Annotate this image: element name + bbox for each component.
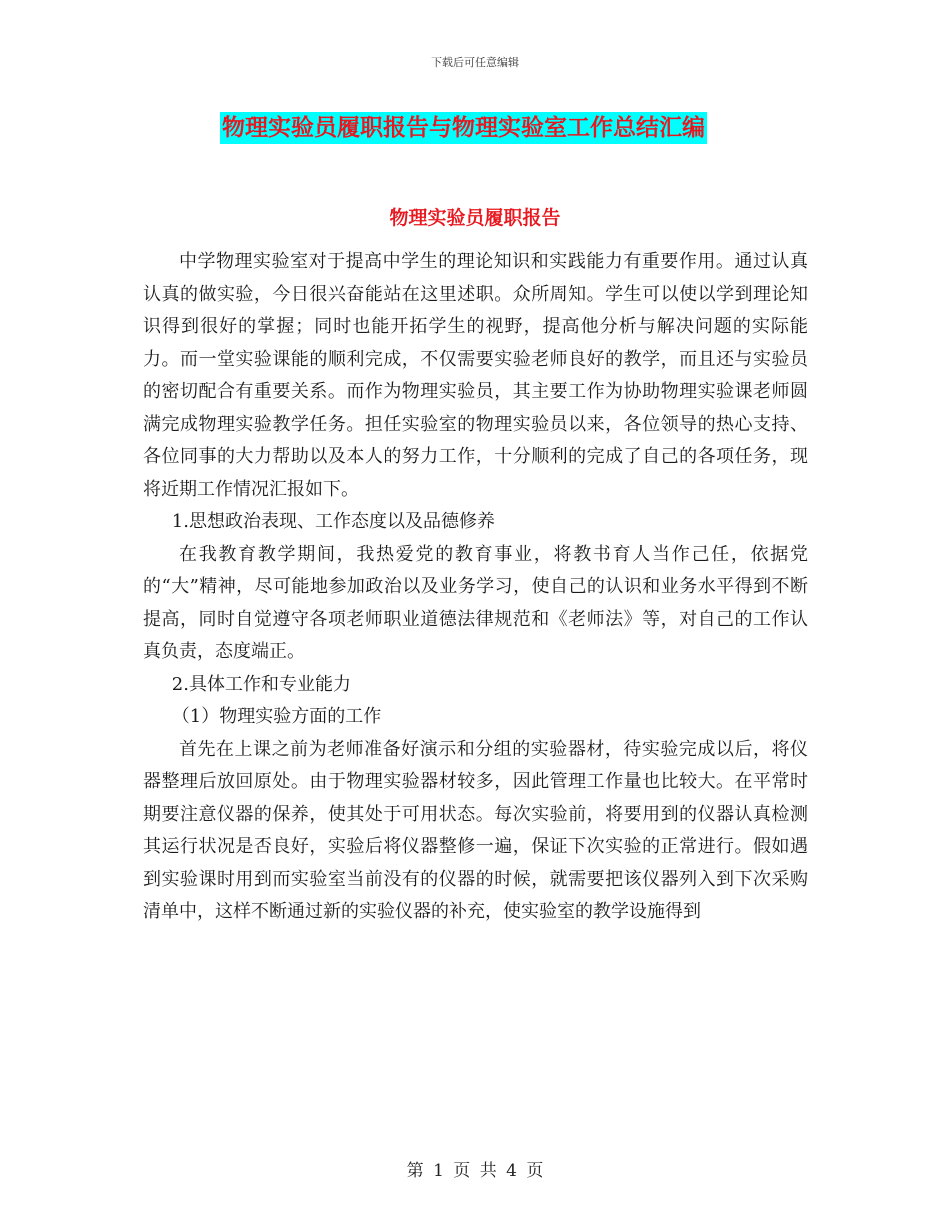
page-footer: 第 1 页 共 4 页 — [406, 1161, 544, 1181]
section-title: 物理实验员履职报告 — [389, 207, 561, 229]
heading-specific-work: 2.具体工作和专业能力 — [171, 673, 351, 695]
document-title: 物理实验员履职报告与物理实验室工作总结汇编 — [220, 112, 707, 144]
paragraph-experiment-work: 首先在上课之前为老师准备好演示和分组的实验器材，待实验完成以后，将仪器整理后放回原处。由于物理实验器材较多，因此管理工作量也比较大。在平常时期要注意仪器的保养，使其处于可用状态。每次实验前，将要用到的仪器认真检测其运行状况是否良好，实验后将仪器整修一遍，保证下次实验的正常进行。假如遇到实验课时用到而实验室当前没有的仪器的时候，就需要把该仪器列入到下次采购清单中，这样不断通过新的实验仪器的补充，使实验室的教学设施得到 — [143, 738, 808, 922]
paragraph-political-performance: 在我教育教学期间，我热爱党的教育事业，将教书育人当作己任，依据党的“大”精神，尽可能地参加政治以及业务学习，使自己的认识和业务水平得到不断提高，同时自觉遵守各项老师职业道德法律规范和《老师法》等，对自己的工作认真负责，态度端正。 — [143, 543, 808, 662]
page-header-note: 下载后可任意编辑 — [431, 56, 519, 69]
heading-political-performance: 1.思想政治表现、工作态度以及品德修养 — [171, 511, 495, 532]
paragraph-intro: 中学物理实验室对于提高中学生的理论知识和实践能力有重要作用。通过认真认真的做实验，今日很兴奋能站在这里述职。众所周知。学生可以使以学到理论知识得到很好的掌握；同时也能开拓学生的视野，提高他分析与解决问题的实际能力。而一堂实验课能的顺利完成，不仅需要实验老师良好的教学，而且还与实验员的密切配合有重要关系。而作为物理实验员，其主要工作为协助物理实验课老师圆满完成物理实验教学任务。担任实验室的物理实验员以来，各位领导的热心支持、各位同事的大力帮助以及本人的努力工作，十分顺利的完成了自己的各项任务，现将近期工作情况汇报如下。 — [143, 251, 808, 500]
document-body — [143, 246, 808, 929]
subheading-physics-experiment-work: （1）物理实验方面的工作 — [171, 706, 382, 727]
